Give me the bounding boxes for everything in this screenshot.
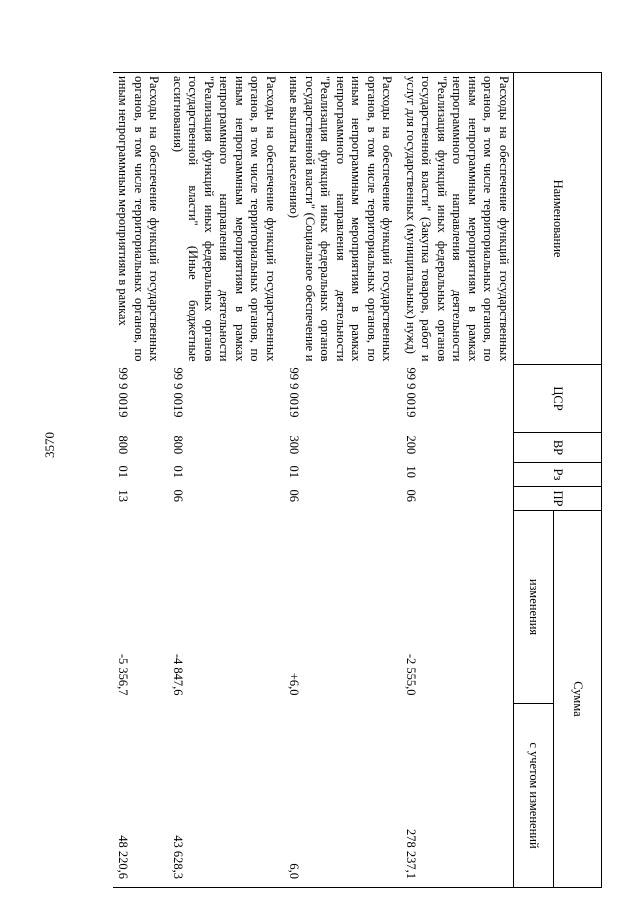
row-vr: 300	[287, 435, 302, 455]
row-csr: 99 9 0019	[116, 367, 131, 418]
row-vr: 800	[171, 435, 185, 455]
header-rz: Рз	[514, 463, 602, 487]
row-csr: 99 9 0019	[171, 367, 185, 418]
row-name: Расходы на обеспечение функций государственных органов, в том числе территориальных органов, по иным непрограммным мероприятиям в рамках непрограммного направления деятельности "Реализация функций иных федеральных органов государственной власти" (Иные бюджетные ассигнования)	[168, 73, 285, 365]
header-change: изменения	[514, 511, 554, 704]
row-total: 278 237,1	[401, 704, 514, 888]
header-sum: Сумма	[554, 511, 602, 888]
row-change: -2 555,0	[404, 653, 418, 696]
header-pr: ПР	[514, 487, 602, 511]
row-rz: 01	[116, 465, 131, 478]
header-vr: ВР	[514, 433, 602, 463]
row-total: 43 628,3	[168, 704, 285, 888]
row-change: -5 356,7	[116, 653, 131, 696]
page-number: 3570	[42, 432, 57, 458]
row-rz: 01	[287, 465, 302, 478]
row-pr: 13	[116, 489, 131, 502]
header-with-change: с учетом изменений	[514, 704, 554, 888]
row-change: -4 847,6	[171, 653, 185, 696]
row-vr: 800	[116, 435, 131, 455]
row-pr: 06	[171, 489, 185, 502]
row-name: Расходы на обеспечение функций государственных органов, в том числе территориальных органов, по иным непрограммным мероприятиям в рамках непрограммного направления деятельности "Реализация функций иных федеральных органов государственной власти" (Закупка товаров, работ и услуг для государственных (муниципальных) нужд)	[401, 73, 514, 365]
row-name: Расходы на обеспечение функций государственных органов, в том числе территориальных органов, по иным непрограммным мероприятиям в рамках	[113, 73, 168, 365]
table-row	[401, 73, 514, 888]
row-name: Расходы на обеспечение функций государственных органов, в том числе территориальных органов, по иным непрограммным мероприятиям в рамках непрограммного направления деятельности "Реализация функций иных федеральных органов государственной власти" (Социальное обеспечение и иные выплаты населению)	[284, 73, 401, 365]
row-csr: 99 9 0019	[404, 367, 418, 418]
row-vr: 200	[404, 435, 418, 455]
table-row	[168, 73, 285, 888]
row-total: 48 220,6	[113, 704, 168, 888]
table-row	[284, 73, 401, 888]
table-row	[113, 73, 168, 888]
row-total: 6,0	[284, 704, 401, 888]
rotated-table-container	[116, 72, 602, 887]
budget-table	[113, 72, 602, 888]
row-change: +6,0	[287, 672, 302, 696]
header-csr: ЦСР	[514, 365, 602, 433]
header-name: Наименование	[514, 73, 602, 365]
row-rz: 10	[404, 465, 418, 478]
row-pr: 06	[404, 489, 418, 502]
row-csr: 99 9 0019	[287, 367, 302, 418]
row-pr: 06	[287, 489, 302, 502]
row-rz: 01	[171, 465, 185, 478]
